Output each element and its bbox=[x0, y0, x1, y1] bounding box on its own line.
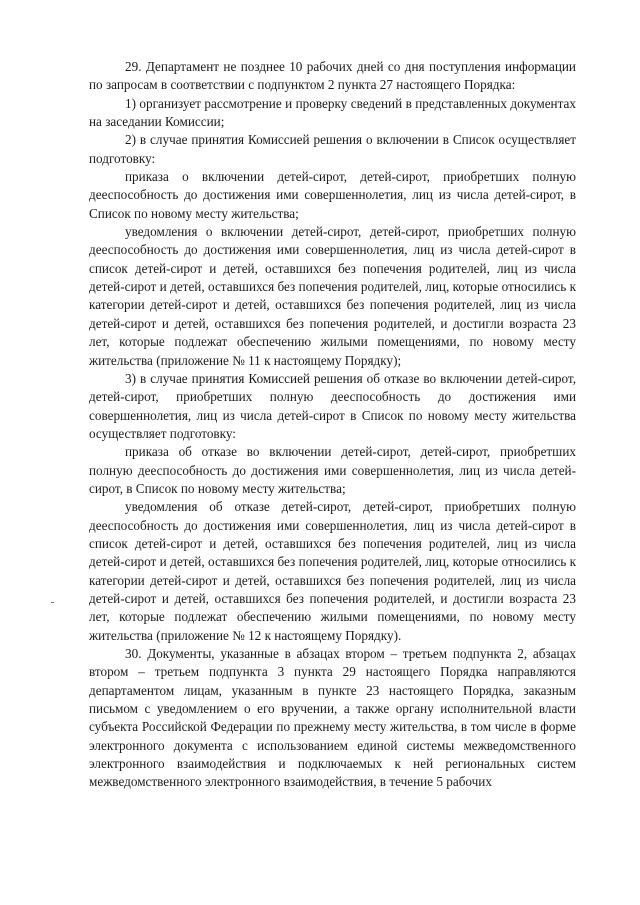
order-refusal-paragraph: приказа об отказе во включении детей-сирот, детей-сирот, приобретших полную дееспособность до достижения ими совершеннолетия, лиц из числа детей-сирот, в Список по новому месту жительства; bbox=[89, 444, 576, 496]
subparagraph-2: 2) в случае принятия Комиссией решения о включении в Список осуществляет подготовку: bbox=[89, 132, 576, 166]
document-body bbox=[89, 58, 576, 792]
paragraph-29: 29. Департамент не позднее 10 рабочих дней со дня поступления информации по запросам в соответствии с подпунктом 2 пункта 27 настоящего Порядка: bbox=[89, 59, 576, 93]
order-inclusion-paragraph: приказа о включении детей-сирот, детей-сирот, приобретших полную дееспособность до достижения ими совершеннолетия, лиц из числа детей-сирот, в Список по новому месту жительства; bbox=[89, 169, 576, 221]
margin-mark bbox=[51, 602, 54, 603]
paragraph-30: 30. Документы, указанные в абзацах втором – третьем подпункта 2, абзацах втором – третьем подпункта 3 пункта 29 настоящего Порядка направляются департаментом лицам, указанным в пункте 23 настоящего Порядка, заказным письмом с уведомлением о его вручении, а также органу исполнительной власти субъекта Российской Федерации по прежнему месту жительства, в том числе в форме электронного документа с использованием единой системы межведомственного электронного взаимодействия и подключаемых к ней региональных систем межведомственного электронного взаимодействия, в течение 5 рабочих bbox=[89, 646, 576, 790]
subparagraph-1: 1) организует рассмотрение и проверку сведений в представленных документах на заседании Комиссии; bbox=[89, 95, 576, 130]
notice-refusal-paragraph: уведомления об отказе детей-сирот, детей-сирот, приобретших полную дееспособность до достижения ими совершеннолетия, лиц из числа детей-сирот в список детей-сирот и детей, оставшихся без попечения родителей, лиц из числа детей-сирот и детей, оставшихся без попечения родителей, лиц, которые относились к категории детей-сирот и детей, оставшихся без попечения родителей, лиц из числа детей-сирот и детей, оставшихся без попечения родителей, и достигли возраста 23 лет, которые подлежат обеспечению жилыми помещениями, по новому месту жительства (приложение № 12 к настоящему Порядку). bbox=[89, 499, 576, 643]
subparagraph-3: 3) в случае принятия Комиссией решения об отказе во включении детей-сирот, детей-сирот, приобретших полную дееспособность до достижения ими совершеннолетия, лиц из числа детей-сирот в Список по новому месту жительства осуществляет подготовку: bbox=[89, 370, 576, 441]
notice-inclusion-paragraph: уведомления о включении детей-сирот, детей-сирот, приобретших полную дееспособность до достижения ими совершеннолетия, лиц из числа детей-сирот в список детей-сирот и детей, оставшихся без попечения родителей, лиц из числа детей-сирот и детей, оставшихся без попечения родителей, лиц, которые относились к категории детей-сирот и детей, оставшихся без попечения родителей, лиц из числа детей-сирот и детей, оставшихся без попечения родителей, и достигли возраста 23 лет, которые подлежат обеспечению жилыми помещениями, по новому месту жительства (приложение № 11 к настоящему Порядку); bbox=[89, 224, 576, 368]
